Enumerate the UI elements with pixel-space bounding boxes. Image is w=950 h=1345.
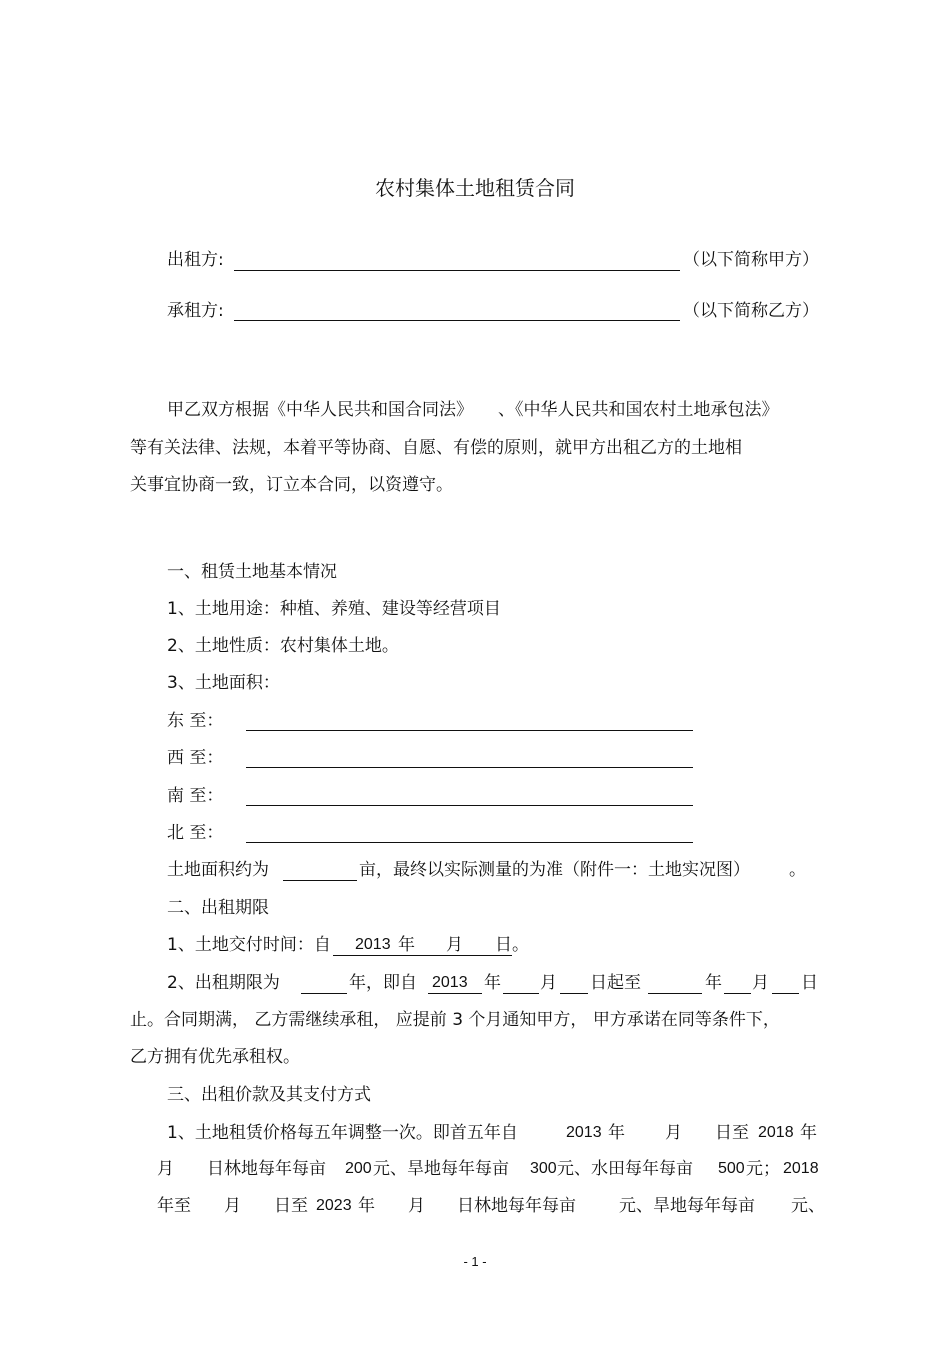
land-area-label: 3、土地面积：	[167, 673, 280, 693]
price-line-3h: 元、旱地每年每亩	[619, 1196, 755, 1216]
price-line-3f: 月	[408, 1196, 425, 1216]
document-title: 农村集体土地租赁合同	[375, 176, 575, 200]
delivery-end: 。	[512, 935, 529, 955]
boundary-west-label: 西 至：	[167, 748, 224, 768]
term-end-month-blank	[724, 993, 751, 994]
boundary-west-line	[246, 767, 693, 768]
term-start-day-blank	[560, 993, 588, 994]
lessee-suffix: （以下简称乙方）	[683, 301, 819, 321]
boundary-north-line	[246, 842, 693, 843]
boundary-east-label: 东 至：	[167, 711, 224, 731]
term-line-3: 乙方拥有优先承租权。	[130, 1047, 300, 1067]
price-line-2f: 元、水田每年每亩	[557, 1159, 693, 1179]
delivery-day-unit: 日	[495, 935, 512, 955]
term-start-year: 2013	[432, 974, 468, 991]
term-text-h: 日	[801, 973, 818, 993]
term-line-2: 止。合同期满， 乙方需继续承租， 应提前 3 个月通知甲方， 甲方承诺在同等条件下，	[130, 1010, 780, 1030]
price-line-1e: 年	[800, 1123, 817, 1143]
term-start-year-underline	[428, 993, 482, 994]
term-end-year-blank	[648, 993, 702, 994]
term-text-g: 月	[752, 973, 769, 993]
intro-line-1a: 甲乙双方根据《中华人民共和国合同法》	[167, 400, 473, 420]
lessor-label: 出租方:	[167, 250, 224, 270]
price-line-3b: 月	[224, 1196, 241, 1216]
intro-line-2: 等有关法律、法规，本着平等协商、自愿、有偿的原则，就甲方出租乙方的土地相	[130, 438, 742, 458]
price-dry-1: 300	[530, 1160, 557, 1177]
boundary-south-line	[246, 805, 693, 806]
price-line-3g: 日林地每年每亩	[457, 1196, 576, 1216]
intro-line-3: 关事宜协商一致，订立本合同，以资遵守。	[130, 475, 453, 495]
price-line-2d: 元、旱地每年每亩	[373, 1159, 509, 1179]
intro-line-1b: 、《中华人民共和国农村土地承包法》	[498, 400, 779, 420]
boundary-east-line	[246, 730, 693, 731]
area-text-a: 土地面积约为	[167, 860, 269, 880]
term-text-d: 月	[540, 973, 557, 993]
price-line-1d: 日至	[715, 1123, 749, 1143]
price-line-1c: 月	[665, 1123, 682, 1143]
price-line-2h: 元；	[746, 1159, 780, 1179]
price-line-2-year: 2018	[783, 1160, 819, 1177]
term-start-month-blank	[503, 993, 539, 994]
price-line-3i: 元、	[791, 1196, 825, 1216]
section-2-heading: 二、出租期限	[167, 898, 269, 918]
section-1-heading: 一、租赁土地基本情况	[167, 562, 337, 582]
price-forest-1: 200	[345, 1160, 372, 1177]
price-line-3-year: 2023	[316, 1197, 352, 1214]
price-line-3e: 年	[358, 1196, 375, 1216]
area-blank-line	[283, 880, 357, 881]
delivery-year-unit: 年	[398, 935, 415, 955]
term-text-b: 年，即自	[349, 973, 417, 993]
price-line-3a: 年至	[157, 1196, 191, 1216]
term-text-c: 年	[484, 973, 501, 993]
price-paddy-1: 500	[718, 1160, 745, 1177]
boundary-north-label: 北 至：	[167, 823, 224, 843]
area-text-c: 。	[789, 860, 806, 880]
boundary-south-label: 南 至：	[167, 786, 224, 806]
term-text-e: 日起至	[590, 973, 641, 993]
delivery-label: 1、土地交付时间：自	[167, 935, 331, 955]
term-end-day-blank	[772, 993, 799, 994]
lessee-blank-line	[234, 320, 680, 321]
land-nature: 2、土地性质：农村集体土地。	[167, 636, 399, 656]
area-text-b: 亩，最终以实际测量的为准（附件一：土地实况图）	[359, 860, 750, 880]
lessee-label: 承租方:	[167, 301, 224, 321]
delivery-month-unit: 月	[446, 935, 463, 955]
lessor-blank-line	[234, 270, 680, 271]
term-text-f: 年	[705, 973, 722, 993]
price-line-2b: 日林地每年每亩	[207, 1159, 326, 1179]
lessor-suffix: （以下简称甲方）	[683, 250, 819, 270]
price-line-1-year2: 2018	[758, 1124, 794, 1141]
price-line-1-year1: 2013	[566, 1124, 602, 1141]
price-line-1b: 年	[608, 1123, 625, 1143]
price-line-2a: 月	[157, 1159, 174, 1179]
delivery-year: 2013	[355, 936, 391, 953]
term-years-blank	[301, 993, 347, 994]
term-label: 2、出租期限为	[167, 973, 280, 993]
land-use: 1、土地用途：种植、养殖、建设等经营项目	[167, 599, 501, 619]
price-line-1a: 1、土地租赁价格每五年调整一次。即首五年自	[167, 1123, 518, 1143]
delivery-date-underline	[333, 955, 512, 956]
price-line-3c: 日至	[274, 1196, 308, 1216]
page-number: - 1 -	[463, 1254, 487, 1269]
section-3-heading: 三、出租价款及其支付方式	[167, 1085, 371, 1105]
